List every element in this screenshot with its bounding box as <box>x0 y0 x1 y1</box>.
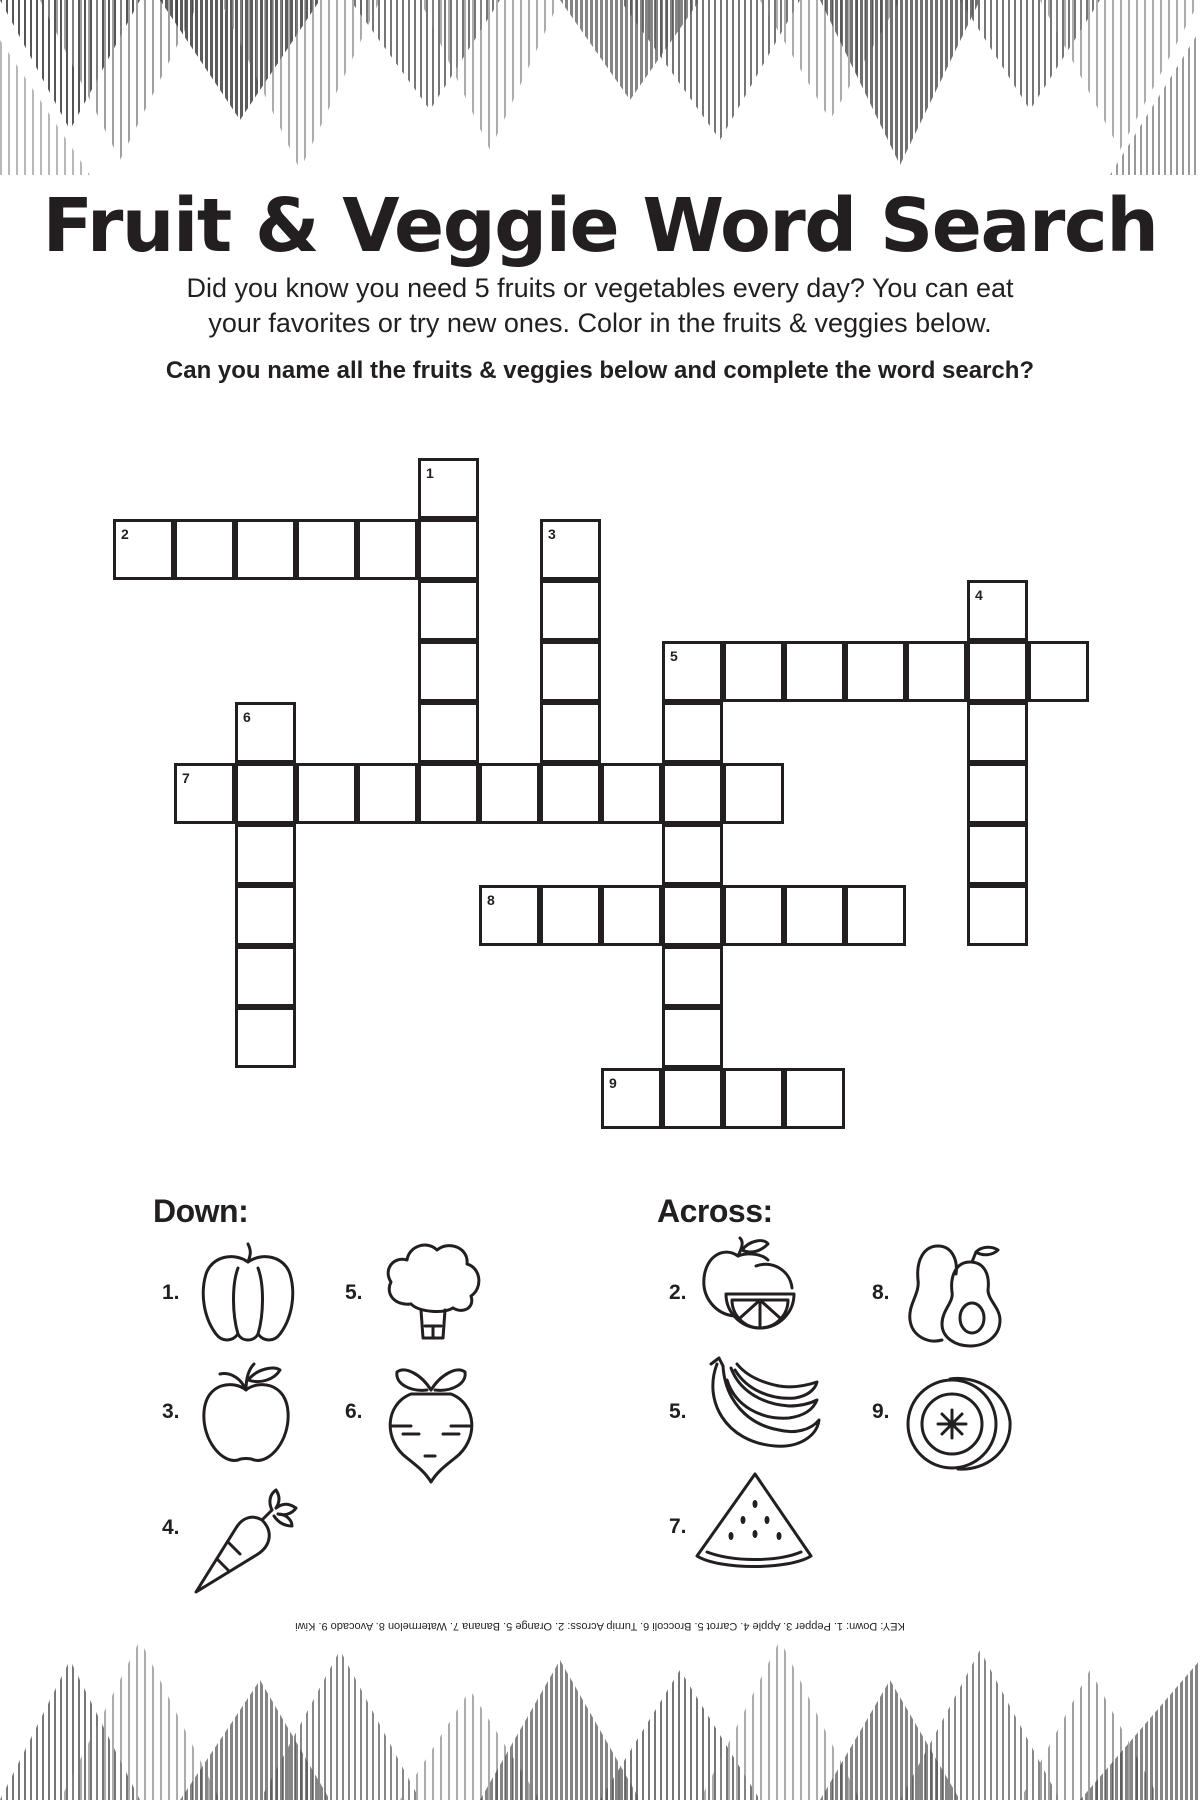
crossword-cell[interactable] <box>235 763 296 824</box>
crossword-cell[interactable] <box>967 885 1028 946</box>
clue-number-4: 4 <box>975 587 983 603</box>
crossword-cell[interactable] <box>479 763 540 824</box>
crossword-cell[interactable] <box>235 885 296 946</box>
across-clue-2-label: 2. <box>669 1281 687 1304</box>
crossword-cell[interactable] <box>235 519 296 580</box>
clue-number-9: 9 <box>609 1075 617 1091</box>
down-clue-4-label: 4. <box>162 1516 180 1539</box>
clue-number-1: 1 <box>426 465 434 481</box>
crossword-cell[interactable] <box>540 641 601 702</box>
down-clue-3-label: 3. <box>162 1400 180 1423</box>
crossword-cell[interactable] <box>418 641 479 702</box>
crossword-cell[interactable] <box>479 885 540 946</box>
crossword-cell[interactable] <box>967 641 1028 702</box>
decorative-top-border <box>0 0 1200 175</box>
clue-number-3: 3 <box>548 526 556 542</box>
crossword-cell[interactable] <box>601 1068 662 1129</box>
crossword-cell[interactable] <box>723 885 784 946</box>
watermelon-icon <box>693 1470 815 1574</box>
apple-icon <box>198 1360 294 1468</box>
crossword-cell[interactable] <box>784 885 845 946</box>
across-clue-7-label: 7. <box>669 1515 687 1538</box>
crossword-cell[interactable] <box>662 641 723 702</box>
crossword-cell[interactable] <box>418 519 479 580</box>
turnip-icon <box>381 1360 481 1486</box>
down-clue-1-label: 1. <box>162 1281 180 1304</box>
answer-key: KEY: Down: 1. Pepper 3. Apple 4. Carrot 5. Broccoli 6. Turnip Across: 2. Orange 5. Banana 7. Watermelon 8. Avocado 9. Kiwi <box>295 1620 905 1632</box>
crossword-cell[interactable] <box>662 885 723 946</box>
intro-line-2: your favorites or try new ones. Color in the fruits & veggies below. <box>208 308 992 338</box>
crossword-cell[interactable] <box>418 458 479 519</box>
crossword-cell[interactable] <box>906 641 967 702</box>
crossword-cell[interactable] <box>967 763 1028 824</box>
crossword-cell[interactable] <box>784 641 845 702</box>
clue-number-5: 5 <box>670 648 678 664</box>
down-clue-5-label: 5. <box>345 1281 363 1304</box>
crossword-cell[interactable] <box>540 580 601 641</box>
down-heading: Down: <box>153 1193 249 1229</box>
instruction-question: Can you name all the fruits & veggies below and complete the word search? <box>165 357 1035 384</box>
clue-number-6: 6 <box>243 709 251 725</box>
crossword-cell[interactable] <box>540 702 601 763</box>
crossword-cell[interactable] <box>845 641 906 702</box>
crossword-cell[interactable] <box>540 519 601 580</box>
crossword-cell[interactable] <box>845 885 906 946</box>
crossword-cell[interactable] <box>662 702 723 763</box>
crossword-cell[interactable] <box>723 641 784 702</box>
crossword-cell[interactable] <box>662 1007 723 1068</box>
crossword-cell[interactable] <box>967 580 1028 641</box>
crossword-cell[interactable] <box>296 763 357 824</box>
clue-number-8: 8 <box>487 892 495 908</box>
across-clue-5-label: 5. <box>669 1400 687 1423</box>
crossword-cell[interactable] <box>357 763 418 824</box>
crossword-cell[interactable] <box>662 763 723 824</box>
crossword-cell[interactable] <box>662 946 723 1007</box>
banana-icon <box>695 1354 825 1452</box>
intro-text <box>60 271 1140 341</box>
crossword-cell[interactable] <box>235 824 296 885</box>
crossword-cell[interactable] <box>967 702 1028 763</box>
crossword-cell[interactable] <box>1028 641 1089 702</box>
across-clue-9-label: 9. <box>872 1400 890 1423</box>
crossword-cell[interactable] <box>235 1007 296 1068</box>
page-title: Fruit & Veggie Word Search <box>42 183 1158 269</box>
crossword-cell[interactable] <box>235 946 296 1007</box>
crossword-cell[interactable] <box>418 702 479 763</box>
clue-number-7: 7 <box>182 770 190 786</box>
crossword-cell[interactable] <box>296 519 357 580</box>
clue-number-2: 2 <box>121 526 129 542</box>
crossword-cell[interactable] <box>113 519 174 580</box>
across-clue-8-label: 8. <box>872 1281 890 1304</box>
crossword-cell[interactable] <box>174 763 235 824</box>
crossword-cell[interactable] <box>174 519 235 580</box>
crossword-cell[interactable] <box>418 580 479 641</box>
carrot-icon <box>192 1480 312 1598</box>
crossword-cell[interactable] <box>662 824 723 885</box>
crossword-cell[interactable] <box>723 1068 784 1129</box>
crossword-cell[interactable] <box>601 885 662 946</box>
crossword-cell[interactable] <box>235 702 296 763</box>
across-heading: Across: <box>657 1193 773 1229</box>
down-clue-6-label: 6. <box>345 1400 363 1423</box>
crossword-cell[interactable] <box>967 824 1028 885</box>
pepper-icon <box>198 1238 298 1346</box>
crossword-cell[interactable] <box>357 519 418 580</box>
crossword-cell[interactable] <box>723 763 784 824</box>
intro-line-1: Did you know you need 5 fruits or vegetables every day? You can eat <box>186 273 1014 303</box>
crossword-cell[interactable] <box>601 763 662 824</box>
broccoli-icon <box>381 1238 485 1346</box>
avocado-icon <box>906 1240 1006 1350</box>
crossword-cell[interactable] <box>540 763 601 824</box>
kiwi-icon <box>906 1373 1014 1473</box>
orange-icon <box>698 1236 810 1346</box>
crossword-cell[interactable] <box>418 763 479 824</box>
crossword-cell[interactable] <box>540 885 601 946</box>
crossword-cell[interactable] <box>662 1068 723 1129</box>
crossword-cell[interactable] <box>784 1068 845 1129</box>
decorative-bottom-border <box>0 1640 1200 1800</box>
